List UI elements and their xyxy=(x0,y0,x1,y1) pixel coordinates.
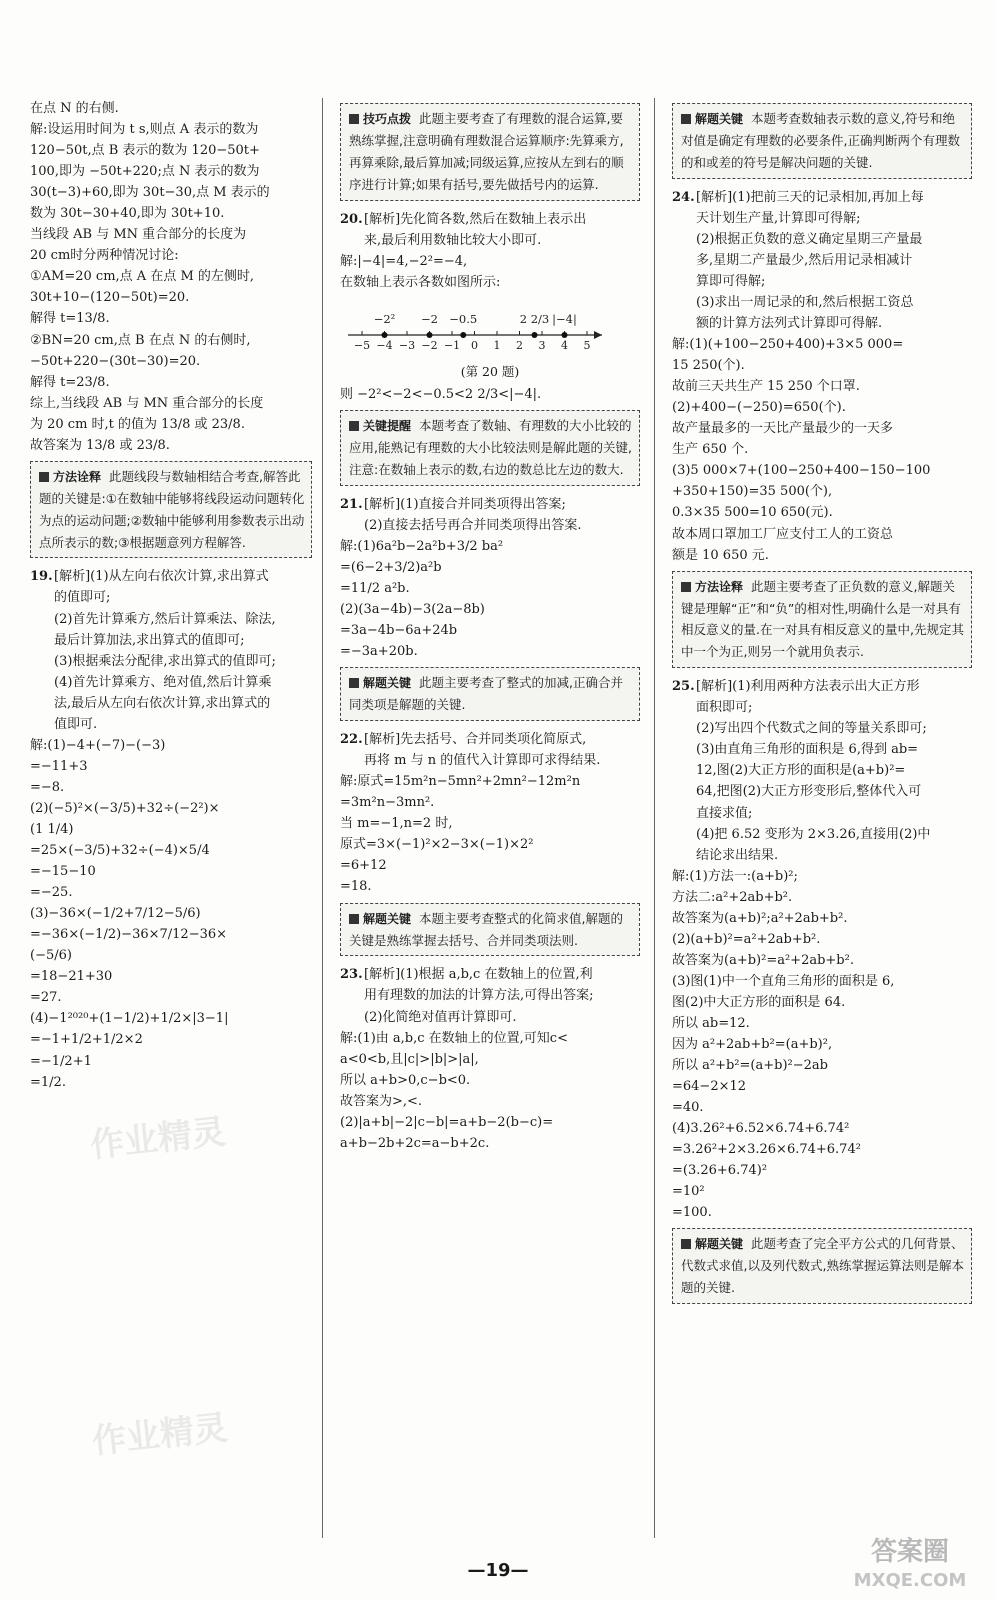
solution-line: 故答案为(a+b)²=a²+2ab+b². xyxy=(672,952,854,968)
note-text: 此题主要考查了有理数的混合运算,要熟练掌握,注意明确有理数混合运算顺序:先算乘方,再算乘除,最后算加减;同级运算,应按从左到右的顺序进行计算;如果有括号,要先做括号内的运算. xyxy=(349,111,624,192)
tick-label: −3 xyxy=(398,338,416,352)
analysis-line: 天计划生产量,计算即可得解; xyxy=(696,210,861,226)
analysis-line: 12,图(2)大正方形的面积是(a+b)²= xyxy=(696,763,906,779)
analysis-line: [解析](1)直接合并同类项得出答案; xyxy=(364,496,566,512)
point-label: |−4| xyxy=(552,311,577,326)
solution-line: =64−2×12 xyxy=(672,1079,747,1095)
note-text: 此题主要考查了整式的加减,正确合并同类项是解题的关键. xyxy=(349,675,623,713)
solution-21 xyxy=(340,536,640,662)
solution-line: =−25. xyxy=(30,885,73,901)
figure-caption: (第 20 题) xyxy=(460,363,520,379)
solution-line: =(3.26+6.74)² xyxy=(672,1163,768,1179)
note-box xyxy=(672,1228,972,1304)
solution-line: =−15−10 xyxy=(30,864,96,880)
tick-label: −5 xyxy=(353,338,371,352)
analysis-line: (2)化简绝对值再计算即可. xyxy=(364,1009,517,1025)
solution-19 xyxy=(30,735,312,1093)
text-line: 30t+10−(120−50t)=20. xyxy=(30,290,190,306)
text-line: 120−50t,点 B 表示的数为 120−50t+ xyxy=(30,143,260,159)
analysis-line: 结论求出结果. xyxy=(696,847,779,863)
solution-line: 方法二:a²+2ab+b². xyxy=(672,889,793,905)
note-box xyxy=(30,461,312,559)
column-divider xyxy=(654,98,655,1538)
question-24 xyxy=(672,187,972,334)
text-line: 在点 N 的右侧. xyxy=(30,101,119,116)
tick-label: −4 xyxy=(376,338,393,352)
solution-line: 解:(1)(+100−250+400)+3×5 000= xyxy=(672,337,904,353)
solution-line: 因为 a²+2ab+b²=(a+b)², xyxy=(672,1037,833,1053)
question-25 xyxy=(672,676,972,865)
text-line: 为 20 cm 时,t 的值为 13/8 或 23/8. xyxy=(30,416,245,432)
analysis-line: [解析](1)利用两种方法表示出大正方形 xyxy=(696,679,920,695)
text-line: 故答案为 13/8 或 23/8. xyxy=(30,437,170,453)
solution-line: 解:(1)由 a,b,c 在数轴上的位置,可知c< xyxy=(340,1030,568,1046)
data-point xyxy=(460,332,466,338)
note-box xyxy=(672,103,972,179)
analysis-line: (3)由直角三角形的面积是 6,得到 ab= xyxy=(696,742,919,758)
note-box xyxy=(672,571,972,669)
solution-line: 所以 a²+b²=(a+b)²−2ab xyxy=(672,1058,828,1074)
question-number: 24. xyxy=(672,189,695,205)
note-text: 此题主要考查了正负数的意义,解题关键是理解“正”和“负”的相对性,明确什么是一对具有相反意义的量.在一对具有相反意义的量中,先规定其中一个为正,则另一个就用负表示. xyxy=(681,578,964,660)
site-logo xyxy=(830,1528,990,1592)
question-number: 22. xyxy=(340,732,363,748)
solution-line: +350+150)=35 500(个), xyxy=(672,484,833,500)
data-point xyxy=(427,332,433,338)
analysis-line: 算即可得解; xyxy=(696,273,766,289)
column-right xyxy=(672,98,972,1312)
text-line: 当线段 AB 与 MN 重合部分的长度为 xyxy=(30,227,247,243)
solution-23 xyxy=(340,1028,640,1154)
note-text: 本题考查数轴表示数的意义,符号和绝对值是确定有理数的必要条件,正确判断两个有理数的和或差的符号是解决问题的关键. xyxy=(681,111,960,170)
analysis-line: [解析](1)根据 a,b,c 在数轴上的位置,利 xyxy=(364,967,593,983)
solution-line: (2)|a+b|−2|c−b|=a+b−2(b−c)= xyxy=(340,1114,554,1130)
text-line: 20 cm时分两种情况讨论: xyxy=(30,248,179,264)
comparison-result: 则 −2²<−2<−0.5<2 2/3<|−4|. xyxy=(340,387,542,403)
solution-line: =3a−4b−6a+24b xyxy=(340,623,458,639)
solution-18-continued xyxy=(30,98,312,456)
point-label: −0.5 xyxy=(449,311,478,326)
text-line: 综上,当线段 AB 与 MN 重合部分的长度 xyxy=(30,395,264,411)
note-box xyxy=(340,667,640,721)
solution-line: 额是 10 650 元. xyxy=(672,547,769,563)
question-19 xyxy=(30,566,312,734)
analysis-line: (2)首先计算乘方,然后计算乘法、除法, xyxy=(54,611,276,627)
svg-text:答案圈: 答案圈 xyxy=(870,1537,950,1567)
solution-line: =−1/2+1 xyxy=(30,1053,92,1069)
solution-22 xyxy=(340,771,640,897)
question-21 xyxy=(340,494,640,536)
question-number: 20. xyxy=(340,211,363,227)
text-line: ②BN=20 cm,点 B 在点 N 的右侧时, xyxy=(30,332,251,348)
page-number: —19— xyxy=(467,1560,529,1581)
solution-line: =3.26²+2×3.26×6.74+6.74² xyxy=(672,1142,861,1158)
analysis-line: 最后计算加法,求出算式的值即可; xyxy=(54,632,245,648)
question-22 xyxy=(340,729,640,771)
svg-text:MXQE.COM: MXQE.COM xyxy=(853,1570,967,1591)
solution-line: 解:原式=15m²n−5mn²+2mn²−12m²n xyxy=(340,774,581,790)
analysis-line: [解析](1)把前三天的记录相加,再加上每 xyxy=(696,189,924,205)
note-text: 本题考查了数轴、有理数的大小比较的应用,能熟记有理数的大小比较法则是解此题的关键,注意:在数轴上表示的数,右边的数总比左边的数大. xyxy=(349,418,632,478)
analysis-line: 再将 m 与 n 的值代入计算即可求得结果. xyxy=(364,753,601,769)
analysis-line: (2)写出四个代数式之间的等量关系即可; xyxy=(696,721,927,737)
solution-line: 故答案为(a+b)²;a²+2ab+b². xyxy=(672,910,848,926)
tick-label: 5 xyxy=(583,338,591,352)
solution-line: =1/2. xyxy=(30,1074,66,1090)
solution-line: =−1+1/2+1/2×2 xyxy=(30,1032,143,1048)
solution-line: =(6−2+3/2)a²b xyxy=(340,560,442,576)
analysis-line: (3)根据乘法分配律,求出算式的值即可; xyxy=(54,653,276,669)
data-point xyxy=(382,332,388,338)
analysis-line: (4)首先计算乘方、绝对值,然后计算乘 xyxy=(54,674,272,690)
note-text: 此题考查了完全平方公式的几何背景、代数式求值,以及列代数式,熟练掌握运算法则是解本题的关键. xyxy=(681,1236,964,1296)
solution-line: =−8. xyxy=(30,779,65,795)
note-text: 此题线段与数轴相结合考查,解答此题的关键是:①在数轴中能够将线段运动问题转化为点的运动问题;②数轴中能够利用参数表示出动点所表示的数;③根据题意列方程解答. xyxy=(39,468,305,550)
note-tag: 解题关键 xyxy=(349,673,411,694)
solution-line: 图(2)中大正方形的面积是 64. xyxy=(672,994,846,1010)
watermark: 作业精灵 xyxy=(90,1408,230,1463)
solution-line: a<0<b,且|c|>|b|>|a|, xyxy=(340,1051,479,1067)
solution-line: 故本周口罩加工厂应支付工人的工资总 xyxy=(672,526,894,542)
note-box xyxy=(340,103,640,201)
text-line: −50t+220−(30t−30)=20. xyxy=(30,353,201,369)
question-23 xyxy=(340,964,640,1027)
column-divider xyxy=(322,98,323,1538)
solution-line: (2)(a+b)²=a²+2ab+b². xyxy=(672,931,821,947)
solution-line: (2)+400−(−250)=650(个). xyxy=(672,400,846,416)
solution-line: 所以 a+b>0,c−b<0. xyxy=(340,1072,471,1088)
solution-line: =18−21+30 xyxy=(30,969,113,985)
analysis-line: 直接求值; xyxy=(696,805,753,821)
point-label: 2 2/3 xyxy=(519,311,550,326)
solution-line: (2)(−5)²×(−3/5)+32÷(−2²)× xyxy=(30,800,220,816)
solution-line: 所以 ab=12. xyxy=(672,1015,750,1031)
number-line xyxy=(340,299,610,355)
note-tag: 技巧点拨 xyxy=(349,109,411,130)
solution-line: 故前三天共生产 15 250 个口罩. xyxy=(672,379,860,395)
solution-line: a+b−2b+2c=a−b+2c. xyxy=(340,1135,490,1151)
solution-line: 解:(1)−4+(−7)−(−3) xyxy=(30,737,166,753)
column-middle xyxy=(340,98,640,1154)
tick-label: 2 xyxy=(516,338,523,352)
solution-line: 当 m=−1,n=2 时, xyxy=(340,816,453,832)
analysis-line: (2)根据正负数的意义确定星期三产量最 xyxy=(696,231,923,247)
analysis-line: 法,最后从左向右依次计算,求出算式的 xyxy=(54,695,271,711)
watermark: 作业精灵 xyxy=(88,1112,228,1167)
tick-label: 3 xyxy=(538,338,546,352)
solution-line: =−3a+20b. xyxy=(340,644,418,660)
tick-label: −2 xyxy=(421,338,438,352)
note-text: 本题主要考查整式的化简求值,解题的关键是熟练掌握去括号、合并同类项法则. xyxy=(349,910,623,948)
tick-label: 4 xyxy=(561,338,568,352)
analysis-line: 来,最后利用数轴比较大小即可. xyxy=(364,232,542,248)
solution-line: =6+12 xyxy=(340,858,387,874)
question-number: 21. xyxy=(340,496,363,512)
text-line: 30(t−3)+60,即为 30t−30,点 M 表示的 xyxy=(30,185,270,201)
analysis-line: (2)直接去括号再合并同类项得出答案. xyxy=(364,517,582,533)
text-line: 解得 t=23/8. xyxy=(30,374,110,390)
point-label: −2² xyxy=(373,311,396,326)
analysis-line: (4)把 6.52 变形为 2×3.26,直接用(2)中 xyxy=(696,826,931,842)
solution-line: 原式=3×(−1)²×2−3×(−1)×2² xyxy=(340,837,534,853)
analysis-line: 用有理数的加法的计算方法,可得出答案; xyxy=(364,988,594,1004)
solution-line: =10² xyxy=(672,1184,705,1200)
note-tag: 解题关键 xyxy=(681,1234,743,1255)
data-point xyxy=(532,332,538,338)
solution-line: =27. xyxy=(30,990,62,1006)
text-line: 解得 t=13/8. xyxy=(30,311,110,327)
text-line: 数为 30t−30+40,即为 30t+10. xyxy=(30,206,225,222)
solution-line: 解:|−4|=4,−2²=−4, xyxy=(340,253,468,269)
solution-line: (3)−36×(−1/2+7/12−5/6) xyxy=(30,906,201,922)
note-tag: 解题关键 xyxy=(349,909,411,930)
solution-line: (3)5 000×7+(100−250+400−150−100 xyxy=(672,463,931,479)
solution-line: 生产 650 个. xyxy=(672,442,749,458)
solution-line: 15 250(个). xyxy=(672,358,745,374)
solution-line: (3)图(1)中一个直角三角形的面积是 6, xyxy=(672,973,895,989)
analysis-line: 额的计算方法列式计算即可得解. xyxy=(696,316,883,332)
solution-line: =−11+3 xyxy=(30,758,88,774)
solution-24 xyxy=(672,334,972,566)
note-tag: 关键提醒 xyxy=(349,416,411,437)
question-number: 19. xyxy=(30,569,53,585)
solution-line: 解:(1)6a²b−2a²b+3/2 ba² xyxy=(340,539,504,554)
text-line: 100,即为 −50t+220;点 N 表示的数为 xyxy=(30,164,260,180)
solution-line: =40. xyxy=(672,1100,704,1116)
analysis-line: [解析]先去括号、合并同类项化简原式, xyxy=(364,732,587,748)
note-tag: 解题关键 xyxy=(681,109,743,130)
solution-line: (4)3.26²+6.52×6.74+6.74² xyxy=(672,1121,850,1137)
point-label: −2 xyxy=(421,311,438,326)
question-number: 23. xyxy=(340,967,363,983)
tick-label: 0 xyxy=(471,338,478,352)
solution-line: =18. xyxy=(340,879,372,895)
arrow-head xyxy=(594,331,602,339)
solution-line: (−5/6) xyxy=(30,948,72,964)
analysis-line: [解析]先化简各数,然后在数轴上表示出 xyxy=(364,211,587,227)
analysis-line: (3)求出一周记录的和,然后根据工资总 xyxy=(696,294,914,310)
analysis-line: 多,星期二产量最少,然后用记录相减计 xyxy=(696,252,913,268)
analysis-line: 64,把图(2)大正方形变形后,整体代入可 xyxy=(696,784,922,800)
data-point xyxy=(562,332,568,338)
solution-line: (1 1/4) xyxy=(30,821,74,837)
note-box xyxy=(340,410,640,486)
note-box xyxy=(340,903,640,957)
solution-line: =11/2 a²b. xyxy=(340,581,410,597)
analysis-line: 的值即可; xyxy=(54,590,111,606)
text-line: ①AM=20 cm,点 A 在点 M 的左侧时, xyxy=(30,269,255,285)
solution-line: (4)−1²⁰²⁰+(1−1/2)+1/2×|3−1| xyxy=(30,1011,229,1027)
solution-line: (2)(3a−4b)−3(2a−8b) xyxy=(340,602,485,618)
note-tag: 方法诠释 xyxy=(39,467,101,488)
solution-line: 在数轴上表示各数如图所示: xyxy=(340,274,501,290)
analysis-line: 值即可. xyxy=(54,716,98,732)
solution-20 xyxy=(340,251,640,293)
tick-label: −1 xyxy=(443,338,461,352)
solution-line: 故产量最多的一天比产量最少的一天多 xyxy=(672,421,894,437)
solution-line: 0.3×35 500=10 650(元). xyxy=(672,505,833,521)
solution-line: =3m²n−3mn². xyxy=(340,795,435,811)
solution-line: =100. xyxy=(672,1205,712,1221)
note-tag: 方法诠释 xyxy=(681,577,743,598)
solution-line: 故答案为>,<. xyxy=(340,1093,423,1109)
column-left xyxy=(30,98,312,1093)
question-20 xyxy=(340,209,640,251)
solution-25 xyxy=(672,866,972,1224)
tick-label: 1 xyxy=(493,338,501,352)
text-line: 解:设运用时间为 t s,则点 A 表示的数为 xyxy=(30,122,259,138)
solution-line: 解:(1)方法一:(a+b)²; xyxy=(672,868,798,884)
analysis-line: [解析](1)从左向右依次计算,求出算式 xyxy=(54,569,269,585)
number-line-figure xyxy=(340,299,640,382)
question-number: 25. xyxy=(672,679,695,695)
solution-line: =−36×(−1/2)−36×7/12−36× xyxy=(30,927,228,943)
solution-line: =25×(−3/5)+32÷(−4)×5/4 xyxy=(30,843,210,859)
analysis-line: 面积即可; xyxy=(696,700,753,716)
